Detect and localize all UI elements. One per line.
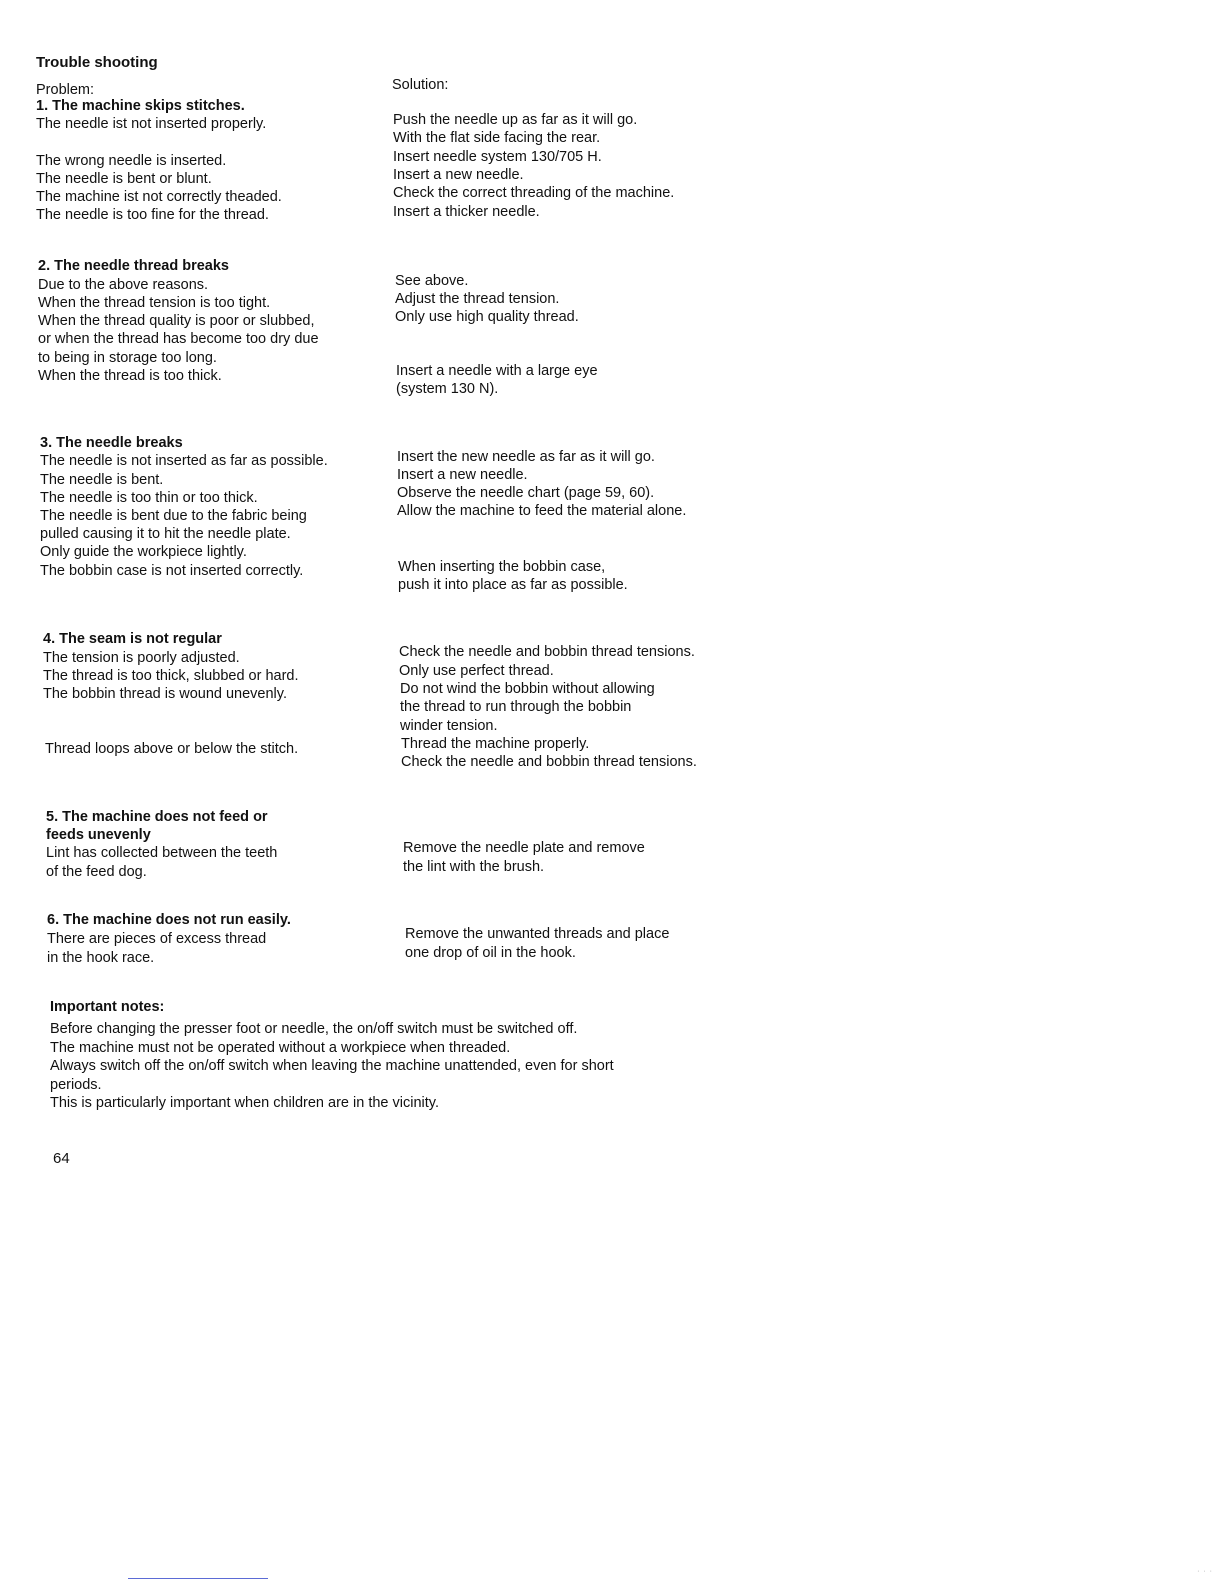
section-6-solution: one drop of oil in the hook. [405,945,576,961]
bottom-divider [128,1578,268,1579]
important-note-line: This is particularly important when children are in the vicinity. [50,1095,439,1111]
section-1-solution: Insert needle system 130/705 H. [393,149,602,165]
section-4-solution: Check the needle and bobbin thread tensions. [399,644,695,660]
section-2-solution: Insert a needle with a large eye [396,363,598,379]
important-notes-heading: Important notes: [50,999,165,1015]
section-1-problem: The wrong needle is inserted. [36,153,227,169]
section-3-problem: Only guide the workpiece lightly. [40,544,247,560]
section-3-solution: When inserting the bobbin case, [398,559,606,575]
page-title: Trouble shooting [36,54,158,71]
section-3-solution: Insert a new needle. [397,467,528,483]
section-4-solution: Only use perfect thread. [399,663,554,679]
important-note-line: Always switch off the on/off switch when leaving the machine unattended, even for short [50,1058,614,1074]
section-4-problem: The thread is too thick, slubbed or hard. [43,668,299,684]
section-2-solution: Only use high quality thread. [395,309,579,325]
section-6-problem: in the hook race. [47,950,155,966]
section-1-solution: With the flat side facing the rear. [393,130,601,146]
section-2-problem: When the thread is too thick. [38,368,222,384]
section-1-solution: Push the needle up as far as it will go. [393,112,638,128]
section-6-heading: 6. The machine does not run easily. [47,912,291,928]
section-4-solution: Do not wind the bobbin without allowing [400,681,655,697]
important-note-line: periods. [50,1077,102,1093]
section-4-problem: The bobbin thread is wound unevenly. [43,686,287,702]
section-1-problem: The needle ist not inserted properly. [36,116,267,132]
section-6-problem: There are pieces of excess thread [47,931,267,947]
important-note-line: The machine must not be operated without a workpiece when threaded. [50,1040,511,1056]
section-5-heading: 5. The machine does not feed or [46,809,268,825]
section-4-solution: Check the needle and bobbin thread tensions. [401,754,697,770]
section-5-solution: Remove the needle plate and remove [403,840,645,856]
section-4-solution: the thread to run through the bobbin [400,699,632,715]
section-3-solution: Insert the new needle as far as it will go. [397,449,655,465]
section-4-problem: Thread loops above or below the stitch. [45,741,299,757]
section-3-solution: push it into place as far as possible. [398,577,628,593]
section-1-problem: The needle is bent or blunt. [36,171,212,187]
section-3-problem: The needle is too thin or too thick. [40,490,258,506]
section-5-solution: the lint with the brush. [403,859,545,875]
solution-column-label: Solution: [392,77,449,93]
important-note-line: Before changing the presser foot or needle, the on/off switch must be switched off. [50,1021,578,1037]
section-2-problem: When the thread quality is poor or slubbed, [38,313,315,329]
section-3-solution: Allow the machine to feed the material alone. [397,503,687,519]
section-2-heading: 2. The needle thread breaks [38,258,229,274]
section-2-solution: Adjust the thread tension. [395,291,560,307]
section-2-problem: or when the thread has become too dry due [38,331,319,347]
section-2-problem: When the thread tension is too tight. [38,295,271,311]
section-3-problem: The needle is not inserted as far as possible. [40,453,328,469]
section-5-problem: of the feed dog. [46,864,147,880]
section-3-problem: The bobbin case is not inserted correctly. [40,563,304,579]
section-4-solution: winder tension. [400,718,498,734]
section-4-solution: Thread the machine properly. [401,736,590,752]
section-1-problem: The needle is too fine for the thread. [36,207,269,223]
page-number: 64 [53,1150,70,1167]
problem-column-label: Problem: [36,82,95,98]
section-3-heading: 3. The needle breaks [40,435,183,451]
corner-scan-mark: · · · [1197,1568,1213,1575]
section-1-problem: The machine ist not correctly theaded. [36,189,282,205]
section-5-problem: Lint has collected between the teeth [46,845,278,861]
section-2-problem: Due to the above reasons. [38,277,209,293]
section-1-solution: Insert a new needle. [393,167,524,183]
section-2-solution: (system 130 N). [396,381,499,397]
section-4-heading: 4. The seam is not regular [43,631,222,647]
section-1-heading: 1. The machine skips stitches. [36,98,245,114]
section-3-problem: pulled causing it to hit the needle plate. [40,526,291,542]
section-3-problem: The needle is bent. [40,472,164,488]
section-2-problem: to being in storage too long. [38,350,217,366]
section-2-solution: See above. [395,273,469,289]
section-3-solution: Observe the needle chart (page 59, 60). [397,485,655,501]
section-5-heading: feeds unevenly [46,827,151,843]
section-4-problem: The tension is poorly adjusted. [43,650,240,666]
section-1-solution: Check the correct threading of the machine. [393,185,675,201]
section-6-solution: Remove the unwanted threads and place [405,926,670,942]
section-3-problem: The needle is bent due to the fabric being [40,508,307,524]
section-1-solution: Insert a thicker needle. [393,204,540,220]
